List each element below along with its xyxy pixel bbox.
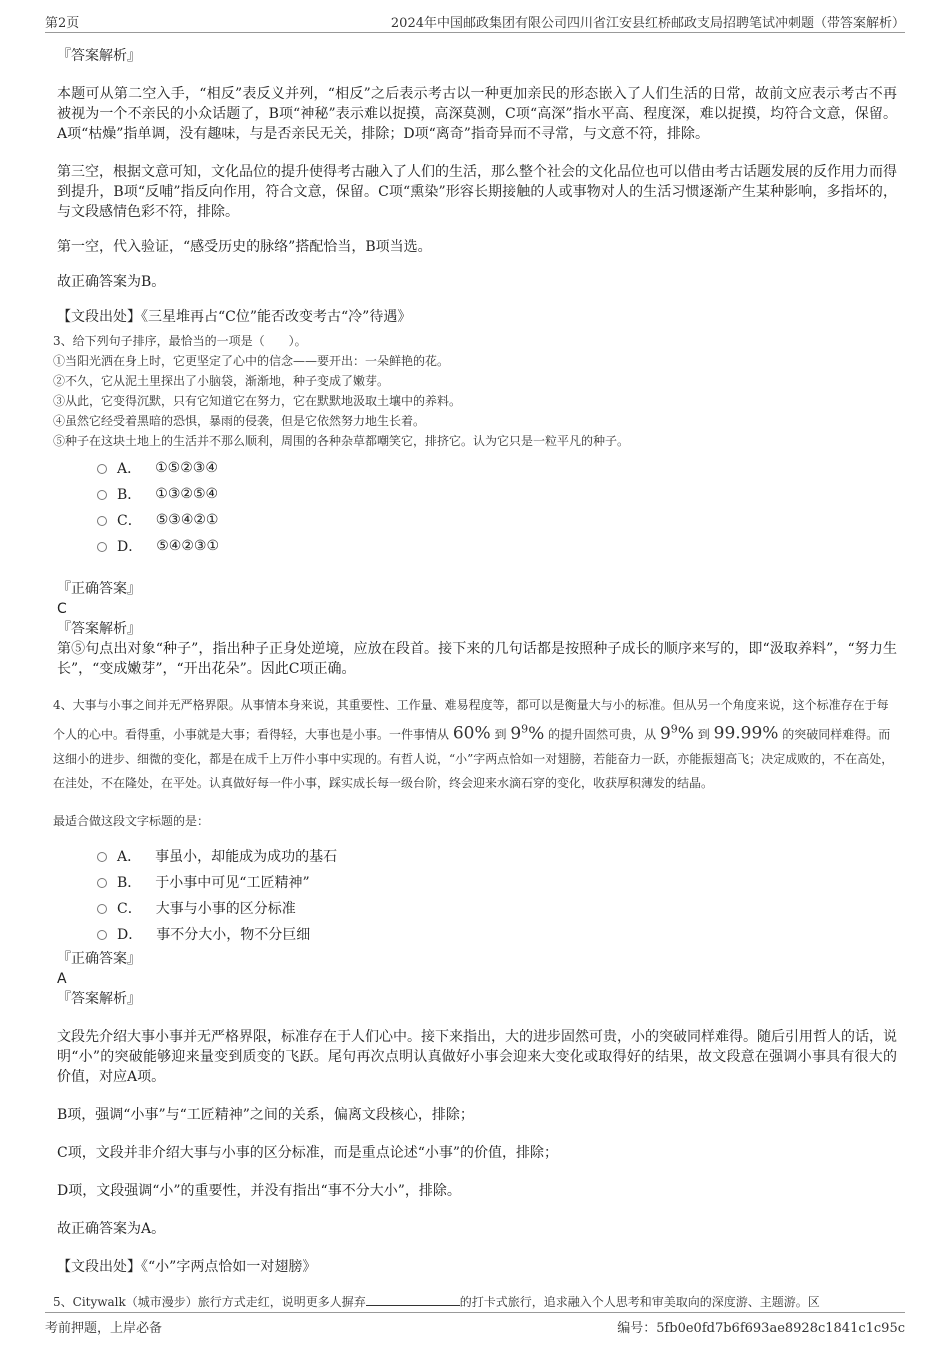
source-citation: 【文段出处】《三星堆再占“C位”能否改变考古“冷”待遇》	[57, 309, 412, 325]
analysis-paragraph: 第⑤句点出对象“种子”，指出种子正身处逆境，应放在段首。接下来的几句话都是按照种子成长的顺序来写的，即“汲取养料”，“努力生长”，“变成嫩芽”，“开出花朵”。因此C项正确。	[57, 641, 897, 677]
question-stem: 3、给下列句子排序，最恰当的一项是（ ）。	[53, 334, 307, 348]
answer-analysis-label: 『答案解析』	[57, 48, 141, 64]
radio-button-icon[interactable]	[97, 878, 107, 888]
page-number: 第2页	[45, 16, 80, 31]
sentence-item: ①当阳光洒在身上时，它更坚定了心中的信念——要开出：一朵鲜艳的花。	[53, 354, 450, 368]
option-c[interactable]: C． ⑤③④②①	[57, 507, 897, 533]
page-content	[53, 42, 897, 1312]
analysis-paragraph: 故正确答案为B。	[57, 274, 166, 290]
question-4	[53, 693, 897, 1277]
radio-button-icon[interactable]	[97, 542, 107, 552]
option-d[interactable]: D． ⑤④②③①	[57, 533, 897, 559]
radio-button-icon[interactable]	[97, 490, 107, 500]
math-value: 99.99%	[713, 723, 779, 744]
sentence-item: ②不久，它从泥土里探出了小脑袋，渐渐地，种子变成了嫩芽。	[53, 374, 390, 388]
sentence-item: ③从此，它变得沉默，只有它知道它在努力，它在默默地汲取土壤中的养料。	[53, 394, 462, 408]
radio-button-icon[interactable]	[97, 930, 107, 940]
radio-button-icon[interactable]	[97, 904, 107, 914]
option-a[interactable]: A． ①⑤②③④	[57, 455, 897, 481]
math-value: $9^9\%$	[659, 722, 694, 744]
analysis-paragraph: B项，强调“小事”与“工匠精神”之间的关系，偏离文段核心，排除；	[57, 1106, 474, 1123]
correct-answer-label: 『正确答案』	[57, 581, 141, 597]
question-stem: 4、大事与小事之间并无严格界限。从事情本身来说，其重要性、工作量、难易程度等，都可以是衡量大与小的标准。但从另一个角度来说，这个标准存在于每个人的心中。看得重，小事就是大事；看得轻，大事也是小事。一件事情从 60% 到 $9^9\%$ 的提升固然可贵，从 $9^9\%$ 到 99.99% 的突破同样难得。而这细小的进步、细微的变化，都是在成千上万件小事中实现的。有哲人说，“小”字两点恰如一对翅膀，若能奋力一跃，亦能振翅高飞；决定成败的，不在高处，在洼处，不在隆处，在平处。认真做好每一件小事，踩实成长每一级台阶，终会迎来水滴石穿的变化，收获厚积薄发的结晶。	[53, 698, 894, 790]
radio-button-icon[interactable]	[97, 464, 107, 474]
answer-analysis-label: 『答案解析』	[57, 621, 141, 637]
page-header	[45, 10, 905, 33]
answer-analysis-label: 『答案解析』	[57, 990, 141, 1007]
document-id: 编号：5fb0e0fd7b6f693ae8928c1841c1c95c	[617, 1321, 905, 1336]
analysis-paragraph: 第一空，代入验证，“感受历史的脉络”搭配恰当，B项当选。	[57, 239, 432, 255]
option-c[interactable]: C． 大事与小事的区分标准	[57, 895, 897, 921]
fill-blank[interactable]	[366, 1291, 460, 1306]
sentence-item: ④虽然它经受着黑暗的恐惧，暴雨的侵袭，但是它依然努力地生长着。	[53, 414, 426, 428]
footer-slogan: 考前押题，上岸必备	[45, 1321, 163, 1336]
analysis-paragraph: 本题可从第二空入手，“相反”表反义并列，“相反”之后表示考古以一种更加亲民的形态嵌入了人们生活的日常，故前文应表示考古不再被视为一个不亲民的小众话题了，B项“神秘”表示难以捉摸，高深莫测，C项“高深”指水平高、程度深，难以捉摸，均符合文意，保留。A项“枯燥”指单调，没有趣味，与是否亲民无关，排除；D项“离奇”指奇异而不寻常，与文意不符，排除。	[57, 86, 897, 142]
correct-answer: C	[57, 601, 67, 617]
analysis-paragraph: 故正确答案为A。	[57, 1220, 166, 1237]
document-title: 2024年中国邮政集团有限公司四川省江安县红桥邮政支局招聘笔试冲刺题（带答案解析）	[390, 16, 905, 31]
correct-answer: A	[57, 970, 67, 987]
option-b[interactable]: B． 于小事中可见“工匠精神”	[57, 869, 897, 895]
option-d[interactable]: D． 事不分大小，物不分巨细	[57, 921, 897, 947]
sentence-item: ⑤种子在这块土地上的生活并不那么顺利，周围的各种杂草都嘲笑它，排挤它。认为它只是一粒平凡的种子。	[53, 434, 630, 448]
correct-answer-label: 『正确答案』	[57, 950, 141, 967]
analysis-paragraph: 第三空，根据文意可知，文化品位的提升使得考古融入了人们的生活，那么整个社会的文化品位也可以借由考古话题发展的反作用力而得到提升，B项“反哺”指反向作用，符合文意，保留。C项“熏染”形容长期接触的人或事物对人的生活习惯逐渐产生某种影响，多指坏的，与文段感情色彩不符，排除。	[57, 164, 897, 220]
page-footer	[45, 1312, 905, 1337]
radio-button-icon[interactable]	[97, 516, 107, 526]
analysis-paragraph: D项，文段强调“小”的重要性，并没有指出“事不分大小”，排除。	[57, 1182, 461, 1199]
question-3	[53, 331, 897, 679]
option-b[interactable]: B． ①③②⑤④	[57, 481, 897, 507]
analysis-paragraph: 文段先介绍大事小事并无严格界限，标准存在于人们心中。接下来指出，大的进步固然可贵，小的突破同样难得。随后引用哲人的话，说明“小”的突破能够迎来量变到质变的飞跃。尾句再次点明认真做好小事会迎来大变化或取得好的结果，故文段意在强调小事具有很大的价值，对应A项。	[57, 1028, 897, 1085]
question-prompt: 最适合做这段文字标题的是：	[53, 813, 210, 828]
question-5: 5、Citywalk（城市漫步）旅行方式走红，说明更多人摒弃 的打卡式旅行，追求融入个人思考和审美取向的深度游、主题游。区	[53, 1291, 897, 1312]
radio-button-icon[interactable]	[97, 852, 107, 862]
analysis-paragraph: C项，文段并非介绍大事与小事的区分标准，而是重点论述“小事”的价值，排除；	[57, 1144, 559, 1161]
math-value: $9^9\%$	[510, 722, 545, 744]
option-a[interactable]: A． 事虽小，却能成为成功的基石	[57, 843, 897, 869]
source-citation: 【文段出处】《“小”字两点恰如一对翅膀》	[57, 1258, 317, 1275]
math-value: 60%	[452, 723, 491, 744]
